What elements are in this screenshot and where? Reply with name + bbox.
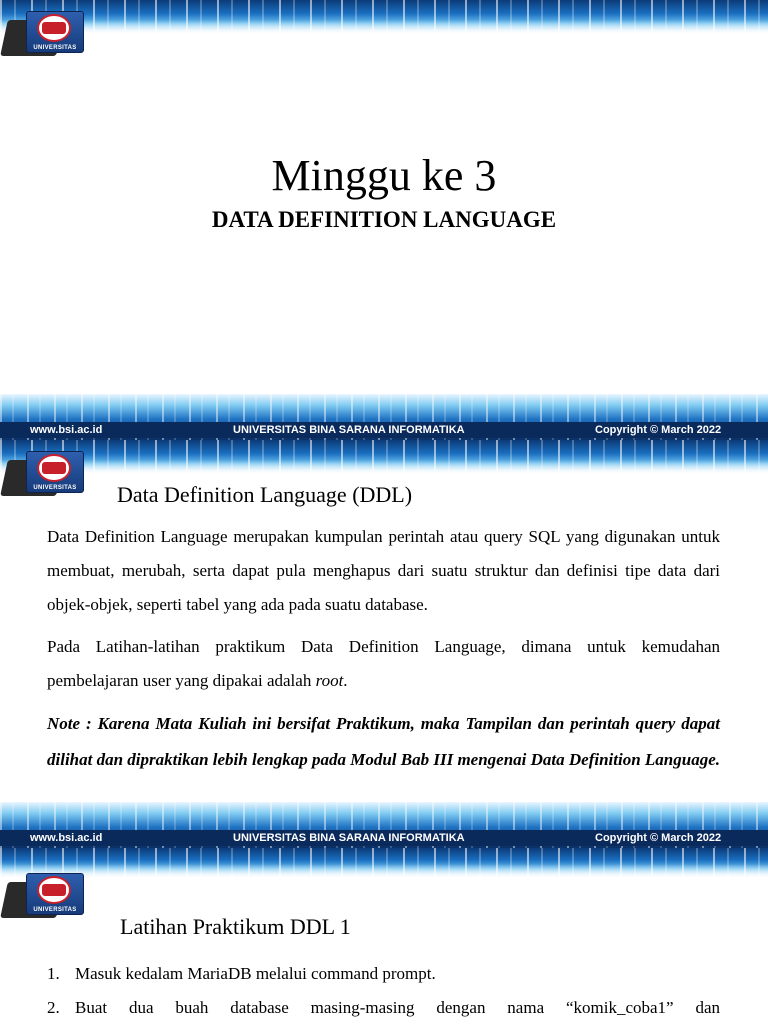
footer-university: UNIVERSITAS BINA SARANA INFORMATIKA [233, 424, 465, 436]
slide-latihan [0, 848, 768, 1024]
university-logo: UNIVERSITAS [4, 448, 80, 498]
university-logo: UNIVERSITAS [4, 870, 80, 920]
paragraph-practice: Pada Latihan-latihan praktikum Data Definition Language, dimana untuk kemudahan pembelajaran user yang dipakai adalah root. [47, 637, 720, 690]
paragraph-definition: Data Definition Language merupakan kumpulan perintah atau query SQL yang digunakan untuk membuat, merubah, serta dapat pula menghapus dari suatu struktur dan definisi tipe data dari objek-objek, seperti tabel yang ada pada suatu database. [47, 527, 720, 614]
slide-title-text: Minggu ke 3 [271, 151, 497, 200]
note-text: Note : Karena Mata Kuliah ini bersifat Praktikum, maka Tampilan dan perintah query dapat dilihat dan dipraktikan lebih lengkap pada Modul Bab III mengenai Data Definition Language. [47, 714, 721, 769]
slide-heading: Data Definition Language (DDL) [117, 482, 413, 507]
footer-band [0, 394, 768, 440]
footer-copyright: Copyright © March 2022 [595, 424, 722, 436]
footer-bar [0, 830, 768, 846]
slide-heading: Latihan Praktikum DDL 1 [120, 914, 351, 939]
header-band [0, 440, 768, 474]
list-item: 1. Masuk kedalam MariaDB melalui command prompt. [47, 964, 436, 983]
slide-title [0, 0, 768, 440]
slide-ddl [0, 440, 768, 848]
university-logo: UNIVERSITAS [4, 8, 80, 58]
steps-list [47, 957, 720, 1024]
footer-bar [0, 422, 768, 438]
footer-university: UNIVERSITAS BINA SARANA INFORMATIKA [233, 832, 465, 844]
slide-subtitle: DATA DEFINITION LANGUAGE [211, 207, 557, 232]
footer-website: www.bsi.ac.id [30, 424, 103, 436]
footer-copyright: Copyright © March 2022 [595, 832, 722, 844]
footer-website: www.bsi.ac.id [30, 832, 103, 844]
footer-band [0, 802, 768, 848]
list-item: 2. Buat dua buah database masing-masing dengan nama “komik_coba1” dan [47, 998, 720, 1017]
header-band [0, 848, 768, 878]
header-band [0, 0, 768, 34]
